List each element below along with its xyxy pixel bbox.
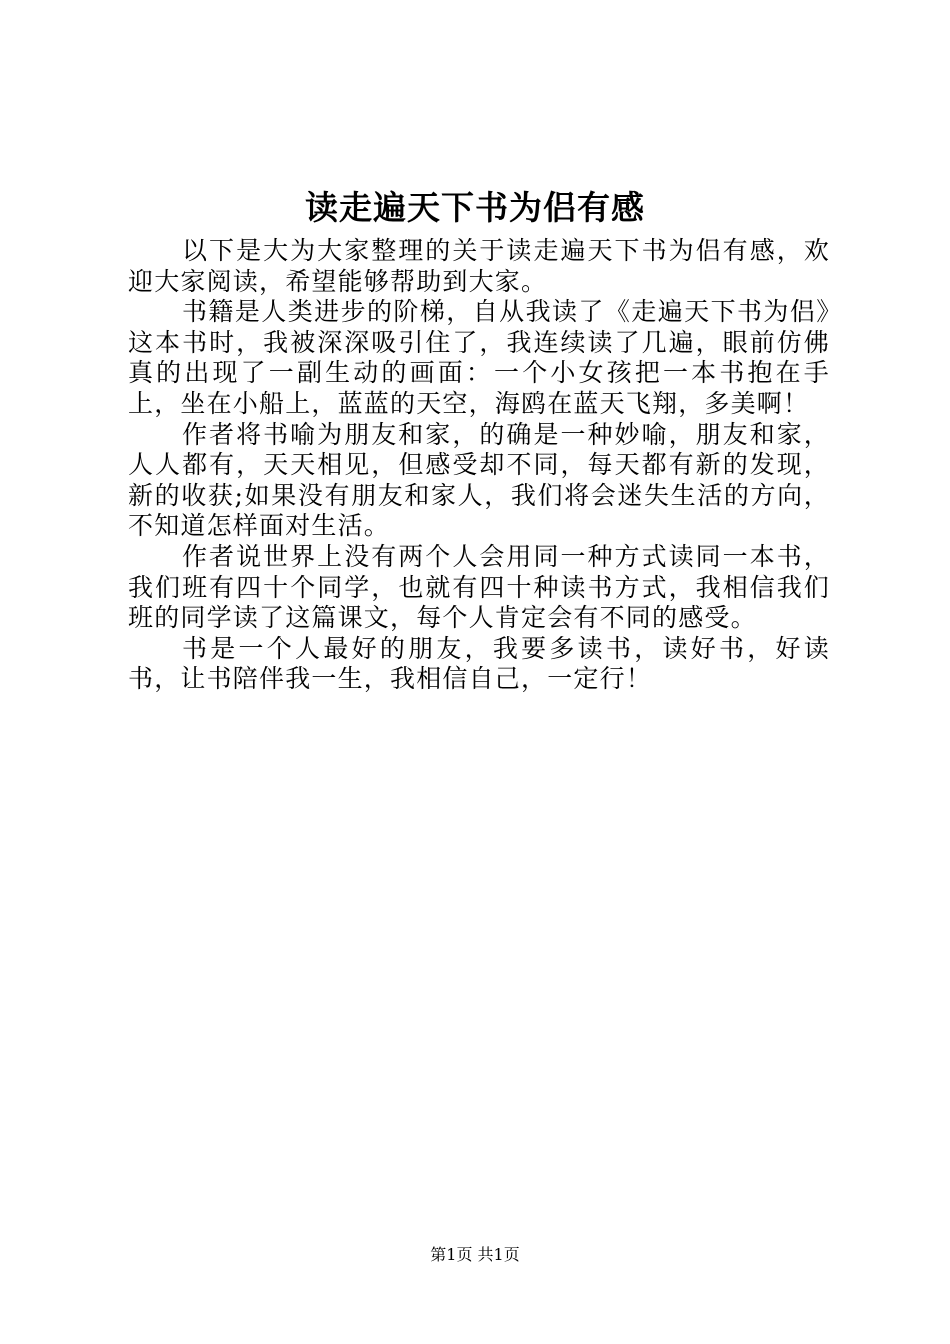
paragraph-conclusion: 书是一个人最好的朋友，我要多读书，读好书，好读书，让书陪伴我一生，我相信自己，一定行！ (128, 633, 830, 694)
page-number-footer: 第1页 共1页 (430, 1245, 520, 1264)
document-body (128, 236, 830, 695)
paragraph-reading-methods: 作者说世界上没有两个人会用同一种方式读同一本书，我们班有四十个同学，也就有四十种读书方式，我相信我们班的同学读了这篇课文，每个人肯定会有不同的感受。 (128, 541, 830, 633)
paragraph-reading-experience: 书籍是人类进步的阶梯，自从我读了《走遍天下书为侣》这本书时，我被深深吸引住了，我连续读了几遍，眼前仿佛真的出现了一副生动的画面：一个小女孩把一本书抱在手上，坐在小船上，蓝蓝的天空，海鸥在蓝天飞翔，多美啊！ (128, 297, 830, 418)
paragraph-book-metaphor: 作者将书喻为朋友和家，的确是一种妙喻，朋友和家，人人都有，天天相见，但感受却不同，每天都有新的发现，新的收获;如果没有朋友和家人，我们将会迷失生活的方向，不知道怎样面对生活。 (128, 419, 830, 541)
document-title: 读走遍天下书为侣有感 (305, 188, 645, 227)
paragraph-intro: 以下是大为大家整理的关于读走遍天下书为侣有感，欢迎大家阅读，希望能够帮助到大家。 (128, 236, 830, 296)
